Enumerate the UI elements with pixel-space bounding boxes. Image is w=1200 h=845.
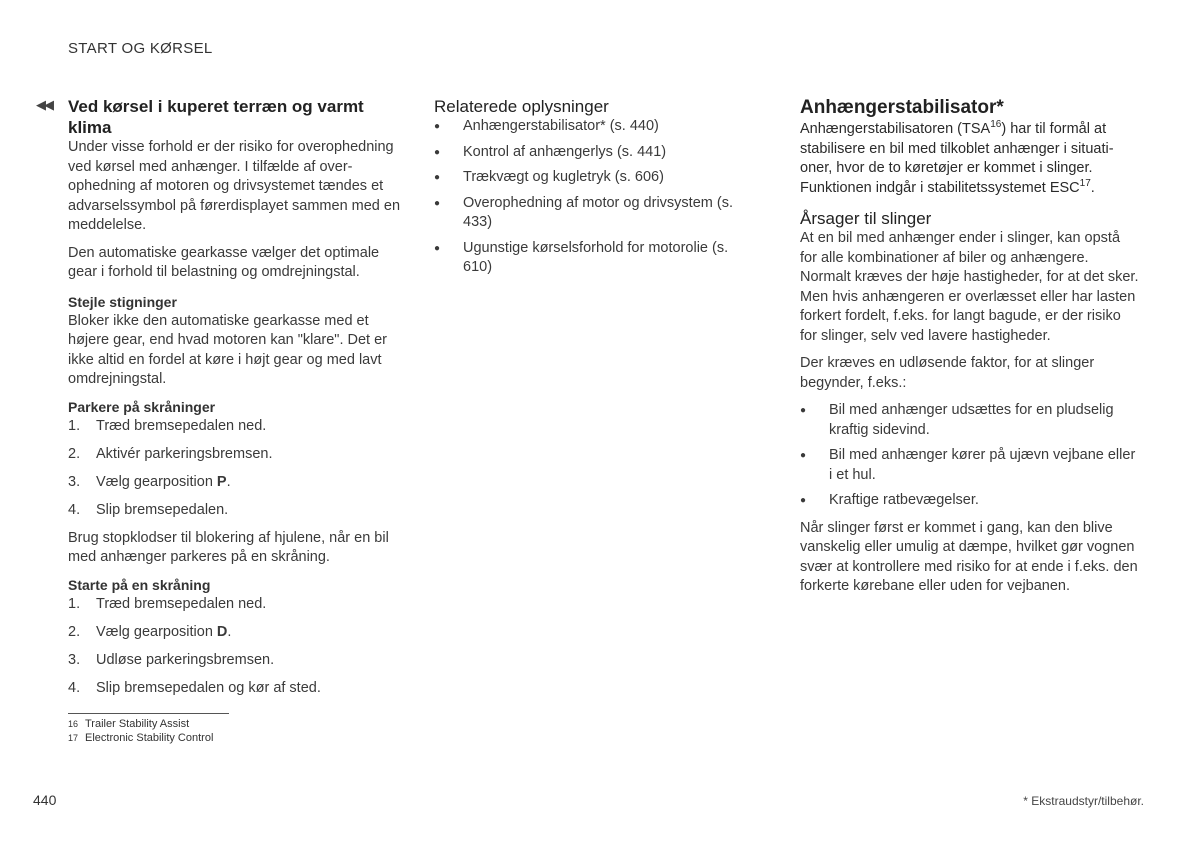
list-item xyxy=(800,446,1140,485)
bullet-icon: ● xyxy=(434,197,441,209)
paragraph: Når slinger først er kommet i gang, kan den blive vanskelig eller umulig at dæmpe, hvilket gør vognen svær at kontrollere med risiko for at ende i f.eks. den forkerte kørebane eller uden for vejbanen. xyxy=(800,519,1138,594)
intro-text-c: . xyxy=(1090,179,1095,196)
list-item-text: Bil med anhænger udsættes for en pludselig kraftig sidevind. xyxy=(829,402,1114,438)
step-text: Træd bremsepedalen ned. xyxy=(96,417,267,434)
list-item xyxy=(68,595,406,615)
step-text: Vælg gearposition xyxy=(96,623,217,640)
step-number: 2. xyxy=(68,445,81,462)
bullet-icon: ● xyxy=(434,146,441,158)
step-text: Aktivér parkeringsbremsen. xyxy=(96,445,273,462)
related-info-heading: Relaterede oplysninger xyxy=(434,97,609,116)
intro-paragraph xyxy=(800,120,1140,198)
page-number: 440 xyxy=(33,792,57,808)
bullet-icon: ● xyxy=(434,172,441,183)
step-number: 3. xyxy=(68,473,81,490)
related-link[interactable] xyxy=(434,194,734,233)
step-number: 1. xyxy=(68,595,81,612)
step-text: Træd bremsepedalen ned. xyxy=(96,595,267,612)
footnote-text: Trailer Stability Assist xyxy=(85,718,190,730)
gear-position-d: D xyxy=(216,623,228,640)
column-middle xyxy=(434,96,734,286)
paragraph: Bloker ikke den automatiske gearkasse med et højere gear, end hvad motoren kan "klare". Det er ikke altid en fordel at køre i højt gear og med lavt omdrejningstal. xyxy=(68,312,387,387)
list-item xyxy=(68,501,406,521)
step-number: 1. xyxy=(68,417,81,434)
subheading-steep: Stejle stigninger xyxy=(68,293,177,310)
related-link[interactable] xyxy=(434,143,734,163)
list-item xyxy=(68,651,406,671)
list-item xyxy=(800,491,1140,511)
list-item xyxy=(68,445,406,465)
page-title: Anhængerstabilisator* xyxy=(800,97,1004,118)
subheading-parking: Parkere på skråninger xyxy=(68,398,216,415)
section-header: START OG KØRSEL xyxy=(68,40,213,57)
intro-text-b: ) har til formål at stabilisere en bil med tilkoblet anhænger i situationer, hvor de to køretøjer er kommet i slinger. Funktionen indgår i stabilitetssystemet ESC xyxy=(800,121,1114,196)
step-number: 4. xyxy=(68,501,81,518)
bullet-icon: ● xyxy=(800,405,807,416)
accessory-note: * Ekstraudstyr/tilbehør. xyxy=(1023,794,1144,808)
footnote-divider xyxy=(68,713,229,714)
step-number: 4. xyxy=(68,679,81,696)
related-link[interactable] xyxy=(434,239,734,278)
related-link[interactable] xyxy=(434,168,734,188)
subheading-starting: Starte på en skråning xyxy=(68,576,211,593)
column-left xyxy=(68,96,406,707)
list-item-text: Kraftige ratbevægelser. xyxy=(829,492,979,508)
list-item xyxy=(800,401,1140,440)
step-text: Udløse parkeringsbremsen. xyxy=(96,651,275,668)
bullet-icon: ● xyxy=(434,121,441,132)
paragraph: At en bil med anhænger ender i slinger, kan opstå for alle kombinationer af biler og anhængere. Normalt kræves der høje hastigheder, for at det sker. Men hvis anhængeren er overlæsset eller har lasten forkert fordelt, f.eks. for langt bagude, er der risiko for slinger, selv ved lavere hastigheder. xyxy=(800,230,1139,344)
footnote xyxy=(68,731,213,745)
paragraph: Den automatiske gearkasse vælger det optimale gear i forhold til belastning og omdrejningstal. xyxy=(68,244,380,280)
related-link-text: Trækvægt og kugletryk (s. 606) xyxy=(463,169,664,185)
footnote xyxy=(68,717,189,731)
footnote-ref-17: 17 xyxy=(1079,177,1091,189)
list-item xyxy=(68,679,406,699)
footnote-text: Electronic Stability Control xyxy=(85,732,214,744)
step-number: 3. xyxy=(68,651,81,668)
related-link-text: Anhængerstabilisator* (s. 440) xyxy=(463,118,659,134)
intro-text-a: Anhængerstabilisatoren (TSA xyxy=(800,121,991,137)
parking-steps-list xyxy=(68,417,406,521)
list-item-text: Bil med anhænger kører på ujævn vejbane eller i et hul. xyxy=(829,447,1136,483)
footnote-number: 16 xyxy=(68,719,79,729)
list-item xyxy=(68,623,406,643)
period: . xyxy=(227,623,232,640)
paragraph: Der kræves en udløsende faktor, for at slinger begynder, f.eks.: xyxy=(800,355,1095,391)
step-text: Slip bremsepedalen og kør af sted. xyxy=(96,679,321,696)
list-item xyxy=(68,417,406,437)
bullet-icon: ● xyxy=(434,242,441,254)
gear-position-p: P xyxy=(216,473,227,490)
paragraph: Brug stopklodser til blokering af hjulene, når en bil med anhænger parkeres på en skråning. xyxy=(68,529,389,565)
related-link-text: Overophedning af motor og drivsystem (s. 433) xyxy=(463,194,733,230)
double-chevron-left-icon: ◀◀ xyxy=(36,97,52,112)
subsection-heading: Årsager til slinger xyxy=(800,209,932,228)
footnote-number: 17 xyxy=(68,733,79,743)
footnote-ref-16: 16 xyxy=(990,119,1002,131)
starting-steps-list xyxy=(68,595,406,699)
step-text: Slip bremsepedalen. xyxy=(96,501,229,518)
related-link[interactable] xyxy=(434,117,734,137)
step-text: Vælg gearposition xyxy=(96,473,217,490)
list-item xyxy=(68,473,406,493)
related-links-list xyxy=(434,117,734,278)
column-right xyxy=(800,96,1140,605)
related-link-text: Ugunstige kørselsforhold for motorolie (s. 610) xyxy=(463,239,729,275)
trigger-list xyxy=(800,401,1140,511)
paragraph: Under visse forhold er der risiko for overophedning ved kørsel med anhænger. I tilfælde af overophedning af motoren og drivsystemet tændes et advarselssymbol på førerdisplayet sammen med en meddelelse. xyxy=(68,139,401,233)
section-heading: Ved kørsel i kuperet terræn og varmt klima xyxy=(68,97,364,137)
step-number: 2. xyxy=(68,623,81,640)
bullet-icon: ● xyxy=(800,450,807,461)
related-link-text: Kontrol af anhængerlys (s. 441) xyxy=(463,143,667,160)
bullet-icon: ● xyxy=(800,495,807,506)
period: . xyxy=(226,473,231,490)
